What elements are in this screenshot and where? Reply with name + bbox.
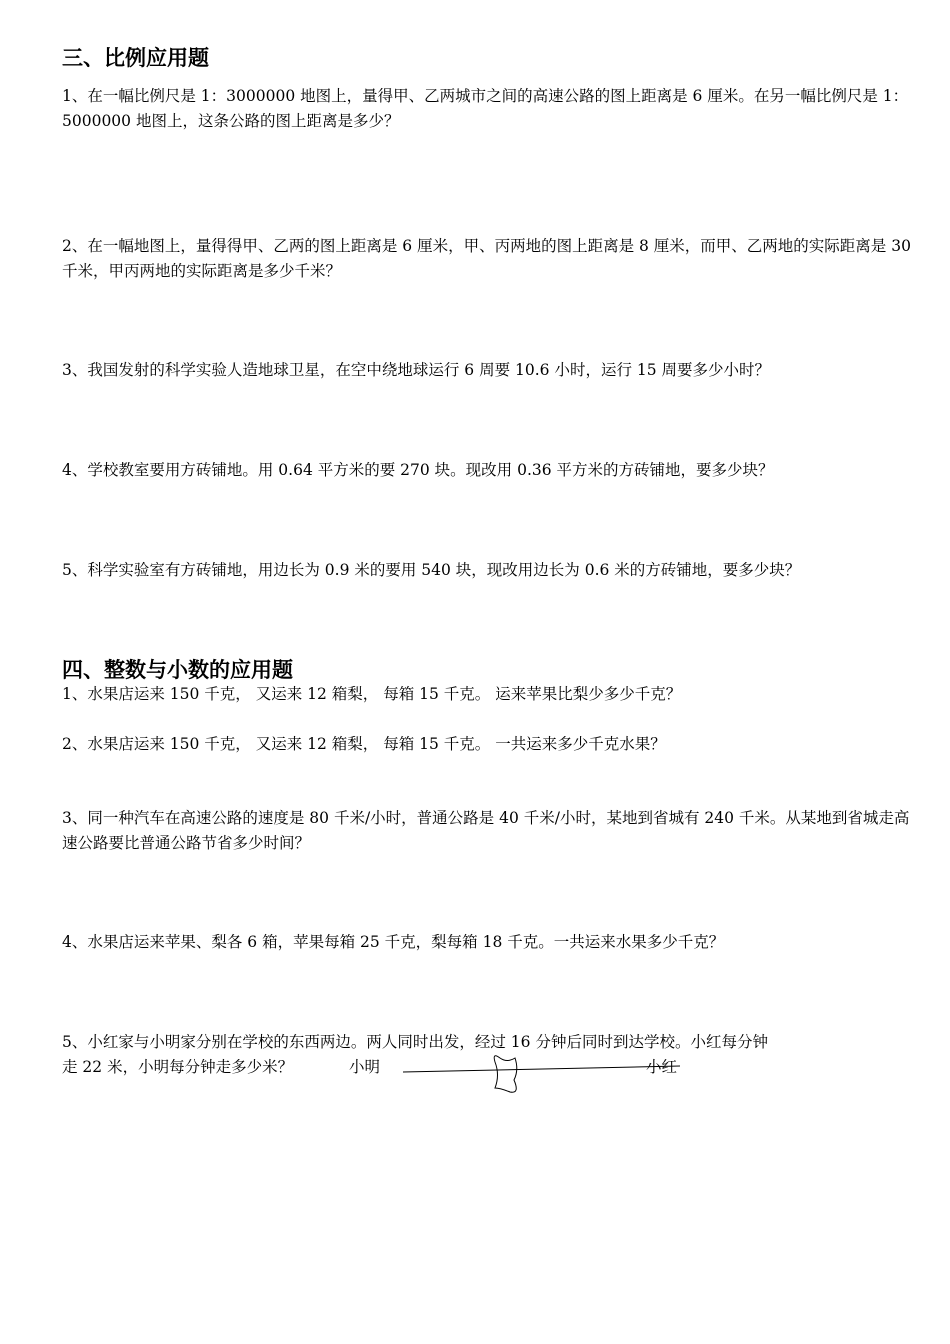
- section-4-title: 四、整数与小数的应用题: [62, 658, 293, 682]
- distance-line: [403, 1066, 680, 1072]
- question-4-3: 3、同一种汽车在高速公路的速度是 80 千米/小时，普通公路是 40 千米/小时，某地到省城有 240 千米。从某地到省城走高速公路要比普通公路节省多少时间？: [62, 809, 910, 852]
- school-symbol: [494, 1056, 517, 1093]
- question-4-2: 2、水果店运来 150 千克， 又运来 12 箱梨， 每箱 15 千克。 一共运来多少千克水果？: [62, 735, 666, 753]
- label-xiaoming: 小明: [349, 1058, 381, 1076]
- question-3-5: 5、科学实验室有方砖铺地，用边长为 0.9 米的要用 540 块，现改用边长为 0.6 米的方砖铺地，要多少块？: [62, 561, 801, 579]
- question-3-3: 3、我国发射的科学实验人造地球卫星，在空中绕地球运行 6 周要 10.6 小时，运行 15 周要多少小时？: [62, 361, 771, 379]
- question-3-2: 2、在一幅地图上，量得得甲、乙两的图上距离是 6 厘米，甲、丙两地的图上距离是 8 厘米，而甲、乙两地的实际距离是 30 千米，甲丙两地的实际距离是多少千米？: [62, 237, 911, 280]
- question-3-1: 1、在一幅比例尺是 1：3000000 地图上，量得甲、乙两城市之间的高速公路的图上距离是 6 厘米。在另一幅比例尺是 1：5000000 地图上，这条公路的图上距离是多少？: [62, 87, 909, 130]
- question-4-5-line2: 走 22 米，小明每分钟走多少米？: [62, 1058, 294, 1076]
- question-4-5-line1: 5、小红家与小明家分别在学校的东西两边。两人同时出发，经过 16 分钟后同时到达学校。小红每分钟: [62, 1033, 768, 1051]
- question-3-4: 4、学校教室要用方砖铺地。用 0.64 平方米的要 270 块。现改用 0.36 平方米的方砖铺地，要多少块？: [62, 461, 774, 479]
- question-4-4: 4、水果店运来苹果、梨各 6 箱，苹果每箱 25 千克，梨每箱 18 千克。一共运来水果多少千克？: [62, 933, 725, 951]
- section-3-title: 三、比例应用题: [62, 46, 209, 70]
- question-4-1: 1、水果店运来 150 千克， 又运来 12 箱梨， 每箱 15 千克。 运来苹果比梨少多少千克？: [62, 685, 682, 703]
- label-xiaohong: 小红: [646, 1058, 678, 1076]
